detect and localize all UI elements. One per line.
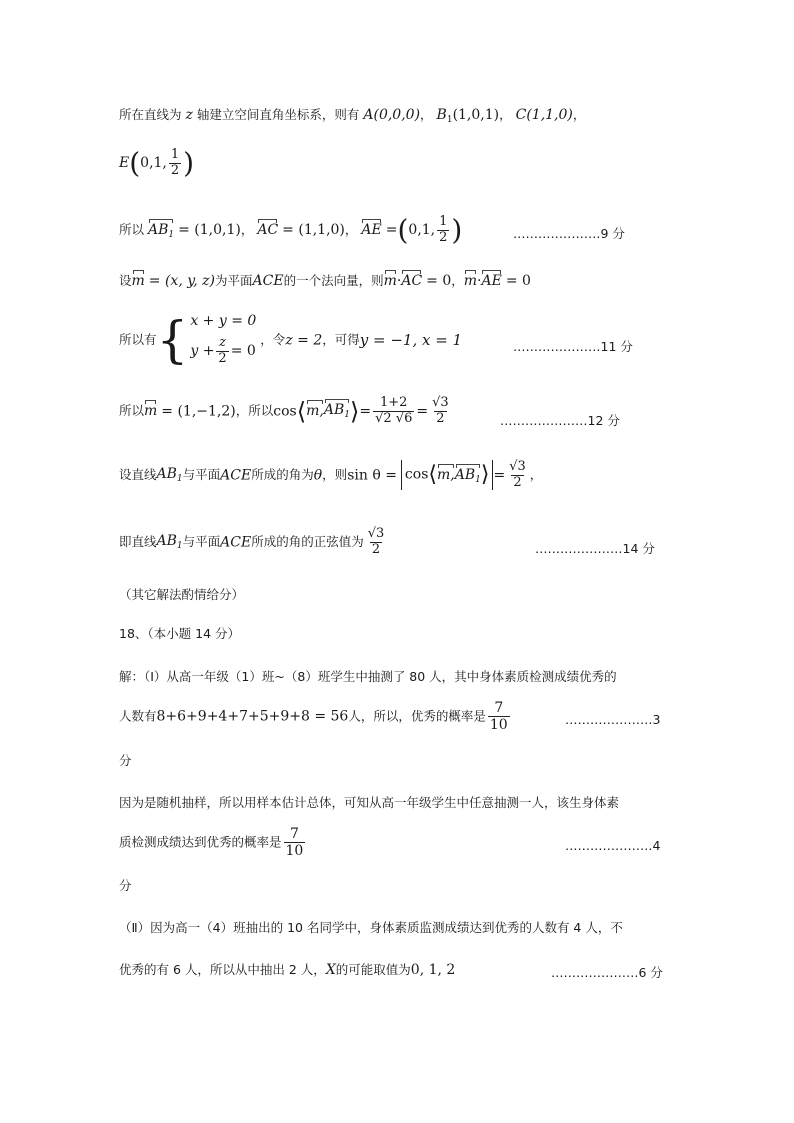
vector-AB1: $AB_1$	[148, 221, 175, 240]
text: 的一个法向量，则	[283, 273, 384, 288]
solution-part1-line4	[119, 826, 307, 859]
text: 人数有	[119, 708, 157, 724]
vector-m-value: = (1,−1,2)	[161, 403, 236, 420]
fraction-sqrt3-2: $\frac{√3}{2}$	[432, 395, 449, 426]
plane-ACE: ACE	[220, 534, 252, 551]
vector-m: m	[144, 403, 158, 420]
text: 的可能取值为	[335, 962, 411, 977]
score-4-unit: 分	[119, 878, 132, 893]
text: 与平面	[182, 467, 221, 483]
fraction-7-10: $\frac{7}{10}$	[285, 826, 304, 860]
theta: θ	[313, 467, 323, 484]
line-AB1: $AB_1$	[156, 532, 183, 551]
line-AB1: $AB_1$	[156, 465, 183, 484]
brace: {	[156, 311, 189, 370]
equation-1: x + y = 0	[190, 313, 257, 329]
vector-m: m	[383, 273, 397, 289]
fraction-half: $\frac{1}{2}$	[439, 214, 448, 245]
vector-AB1: $AB_1$	[323, 401, 350, 420]
possible-values: 0, 1, 2	[410, 962, 456, 978]
fraction-sqrt3-2: $\frac{√3}{2}$	[367, 526, 385, 557]
line-cosine: 所以m = (1,−1,2)，所以$\cos⟨m,AB_1⟩=$ $\frac{1+2}{√2 √6}$ = $\frac{√3}{2}$	[119, 395, 449, 426]
line-sine-theta: 设直线$AB_1$与平面ACE所成的角为θ，则$\sin \theta = \cos⟨m,AB_1⟩$ = $\frac{√3}{2}$ ，	[119, 459, 543, 490]
text: ，所以	[235, 403, 274, 419]
text: 优秀的有 6 人，所以从中抽出 2 人，	[119, 962, 326, 977]
line-normal-vector: 设m = (x, y, z)为平面ACE的一个法向量，则m·AC = 0，m·AE = 0	[119, 273, 531, 289]
vector-AC: AC	[401, 273, 423, 289]
text: ，则	[322, 467, 348, 483]
text: 所成的角的正弦值为	[251, 534, 364, 550]
text: 即直线	[119, 534, 157, 550]
sin-label: sin θ =	[347, 467, 397, 484]
var-z: z	[185, 107, 193, 123]
fraction-sqrt3-2: $\frac{√3}{2}$	[509, 459, 526, 490]
score-4: …………………4	[565, 838, 661, 853]
vector-m: m,	[306, 403, 324, 420]
vector-AE: AE	[361, 221, 382, 238]
text: 与平面	[182, 534, 221, 550]
note-other-methods: （其它解法酌情给分）	[119, 587, 245, 602]
solution-part2-line1: （Ⅱ）因为高一（4）班抽出的 10 名同学中，身体素质监测成绩达到优秀的人数有 4 人，不	[119, 920, 623, 935]
text: ，令	[260, 332, 286, 348]
score-9: …………………9 分	[513, 226, 625, 241]
point-B1: B	[436, 107, 447, 123]
score-3-unit: 分	[119, 753, 132, 768]
line-coordinate-system: 所在直线为 z 轴建立空间直角坐标系，则有 A(0,0,0)， $B_1(1,0,1)$， C(1,1,0)，	[119, 107, 586, 125]
condition-2: = 0	[505, 273, 531, 289]
score-11: …………………11 分	[513, 339, 633, 354]
score-6: …………………6 分	[551, 965, 663, 980]
vector-AE-value: 0,1,	[408, 221, 436, 238]
line-equation-system	[119, 311, 463, 370]
text: 人，所以，优秀的概率是	[348, 708, 486, 724]
text: 所成的角为	[251, 467, 314, 483]
fraction-half: $\frac{1}{2}$	[170, 147, 180, 178]
equation-system	[190, 314, 256, 367]
vector-m: m	[463, 273, 478, 289]
text: ，可得	[322, 332, 360, 348]
fraction-7-10: $\frac{7}{10}$	[489, 700, 508, 734]
text: 轴建立空间直角坐标系，则有	[196, 107, 360, 122]
point-E: E	[119, 154, 130, 171]
fraction-cos: $\frac{1+2}{√2 √6}$	[375, 395, 413, 426]
point-C: C(1,1,0)	[515, 107, 573, 123]
score-3: …………………3	[565, 712, 661, 727]
sum-expression: 8+6+9+4+7+5+9+8 = 56	[156, 708, 349, 725]
score-14: …………………14 分	[535, 541, 655, 556]
subscript: 1	[446, 115, 453, 125]
vector-AB1-value: = (1,0,1)	[178, 221, 241, 238]
text: 所以	[119, 403, 145, 419]
line-vectors: 所以 $AB_1 = (1,0,1)$， AC = (1,1,0)， AE =(0,1, $\frac{1}{2}$ )	[119, 213, 463, 247]
solution-part1-line2	[119, 700, 512, 733]
text: 所以	[119, 221, 145, 237]
abs-cos: $\cos⟨m,AB_1⟩$	[401, 460, 494, 490]
line-sine-result	[119, 527, 388, 558]
var-X: X	[325, 962, 336, 978]
condition-1: = 0	[426, 273, 452, 289]
plane-ACE: ACE	[252, 273, 284, 289]
solution-part1-line3: 因为是随机抽样，所以用样本估计总体，可知从高一年级学生中任意抽测一人，该生身体素	[119, 795, 620, 810]
point-E-coords: 0,1,	[140, 154, 167, 171]
text: 为平面	[215, 273, 253, 288]
solution-part1-line1: 解：（Ⅰ）从高一年级（1）班~（8）班学生中抽测了 80 人，其中身体素质检测成绩优秀的	[119, 669, 617, 684]
text: 所在直线为	[119, 107, 182, 122]
text: 设	[119, 273, 132, 288]
solution-part2-line2	[119, 963, 455, 977]
cos-label: cos	[273, 403, 297, 420]
vector-AC: AC	[257, 221, 279, 238]
solution: y = −1, x = 1	[359, 330, 463, 349]
plane-ACE: ACE	[220, 467, 252, 484]
vector-m: m	[131, 273, 145, 289]
set-z: z = 2	[285, 332, 323, 349]
point-A: A(0,0,0)	[363, 107, 421, 123]
vector-AE: AE	[481, 273, 502, 289]
point-B1-coords: (1,0,1)	[452, 107, 500, 123]
text: 质检测成绩达到优秀的概率是	[119, 834, 282, 850]
text: 设直线	[119, 467, 157, 483]
vector-AC-value: = (1,1,0)	[282, 221, 345, 238]
line-point-E: E(0,1, $\frac{1}{2}$ )	[119, 146, 195, 180]
score-12: …………………12 分	[500, 413, 620, 428]
vector-m-value: = (x, y, z)	[148, 273, 216, 289]
question-18-heading: 18、（本小题 14 分）	[119, 626, 241, 641]
text: 所以有	[119, 332, 157, 348]
equation-2: y + $\frac{z}{2}$ = 0	[190, 335, 256, 366]
